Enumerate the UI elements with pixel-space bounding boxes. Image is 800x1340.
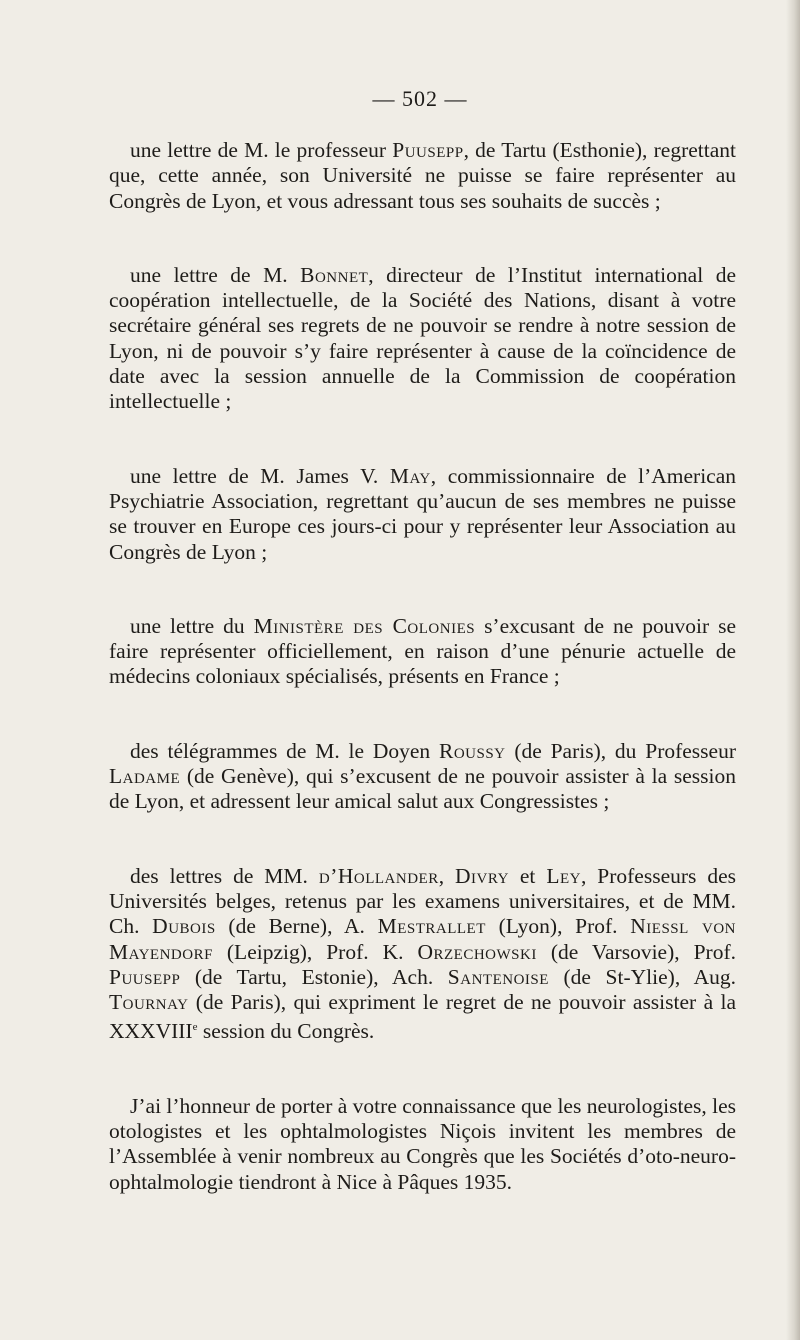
name-smallcaps: Ladame [109,764,181,789]
paragraph [109,263,736,415]
text-run: et [508,863,547,888]
name-smallcaps: d’Hollander [318,863,439,888]
text-run: , de Tartu (Esthonie), regrettant que, cette année, son Université ne puisse se faire représenter au Congrès de Lyon, et vous adressant tous ses souhaits de succès ; [109,138,736,213]
text-run: (Lyon), Prof. [485,914,631,939]
name-smallcaps: Dubois [152,914,216,939]
page-number: — 502 — [372,86,468,111]
paragraph [109,864,736,1045]
name-smallcaps: Niessl von Mayendorf [109,914,736,964]
paragraph [109,464,736,565]
paragraph [109,1094,736,1195]
text-run: , directeur de l’Institut international de coopération intellectuelle, de la Société des Nations, disant à votre secrétaire général ses regrets de ne pouvoir se rendre à notre session de Lyon, ni de pouvoir s’y faire représenter à cause de la coïncidence de date avec la session annuelle de la Commission de coopération intellectuelle ; [109,262,736,414]
text-run: s’excusant de ne pouvoir se faire représenter officiellement, en raison d’une pénurie actuelle de médecins coloniaux spécialisés, présents en France ; [109,613,736,689]
name-smallcaps: Santenoise [447,964,549,989]
name-smallcaps: Puusepp [392,138,464,162]
name-smallcaps: Ministère des Colonies [253,613,476,638]
text-run: (de Paris), du Professeur [505,738,736,763]
text-run: des lettres de MM. [130,863,319,888]
name-smallcaps: Roussy [438,738,506,763]
text-run: (de Berne), A. [215,914,378,939]
text-run: une lettre de M. le professeur [130,138,393,162]
text-run: une lettre de M. James V. [130,463,390,488]
text-run: (de Tartu, Estonie), Ach. [180,964,448,989]
text-run: (Leipzig), Prof. K. [212,939,418,964]
name-smallcaps: Tournay [109,990,189,1015]
name-smallcaps: Divry [455,863,509,888]
text-run: une lettre de M. [130,262,301,287]
name-smallcaps: Ley [546,863,581,888]
text-run: session du Congrès. [197,1019,375,1044]
paragraph [109,739,736,815]
paragraph [109,614,736,690]
text-run: (de Varsovie), Prof. [536,939,736,964]
text-run: , commissionnaire de l’American Psychiatrie Association, regrettant qu’aucun de ses membres ne puisse se trouver en Europe ces jours-ci pour y représenter leur Association au Congrès de Lyon ; [109,463,737,564]
text-run: (de St-Ylie), Aug. [548,964,737,989]
name-smallcaps: Orzechowski [417,939,537,964]
name-smallcaps: May [389,463,431,488]
name-smallcaps: Puusepp [109,964,181,989]
text-run: des télégrammes de M. le Doyen [130,738,439,763]
text-run: J’ai l’honneur de porter à votre connaissance que les neurologistes, les otologistes et les ophtalmologistes Niçois invitent les membres de l’Assemblée à venir nombreux au Congrès que les Sociétés d’oto-neuro-ophtalmologie tiendront à Nice à Pâques 1935. [109,1093,736,1194]
paragraph [109,138,736,214]
text-run: (de Genève), qui s’excusent de ne pouvoir assister à la session de Lyon, et adressent leur amical salut aux Congressistes ; [109,764,736,814]
body-text [109,138,736,1244]
text-run: (de Paris), qui expriment le regret de ne pouvoir assister à la XXXVIII [109,990,736,1044]
text-run: , [438,863,456,888]
text-run: , Professeurs des Universités belges, retenus par les examens universitaires, et de MM. Ch. [109,863,736,939]
name-smallcaps: Bonnet [300,262,369,287]
superscript: e [192,1021,198,1034]
text-run: une lettre du [130,613,254,638]
name-smallcaps: Mestrallet [377,914,486,939]
page-edge-shadow [786,0,800,1340]
